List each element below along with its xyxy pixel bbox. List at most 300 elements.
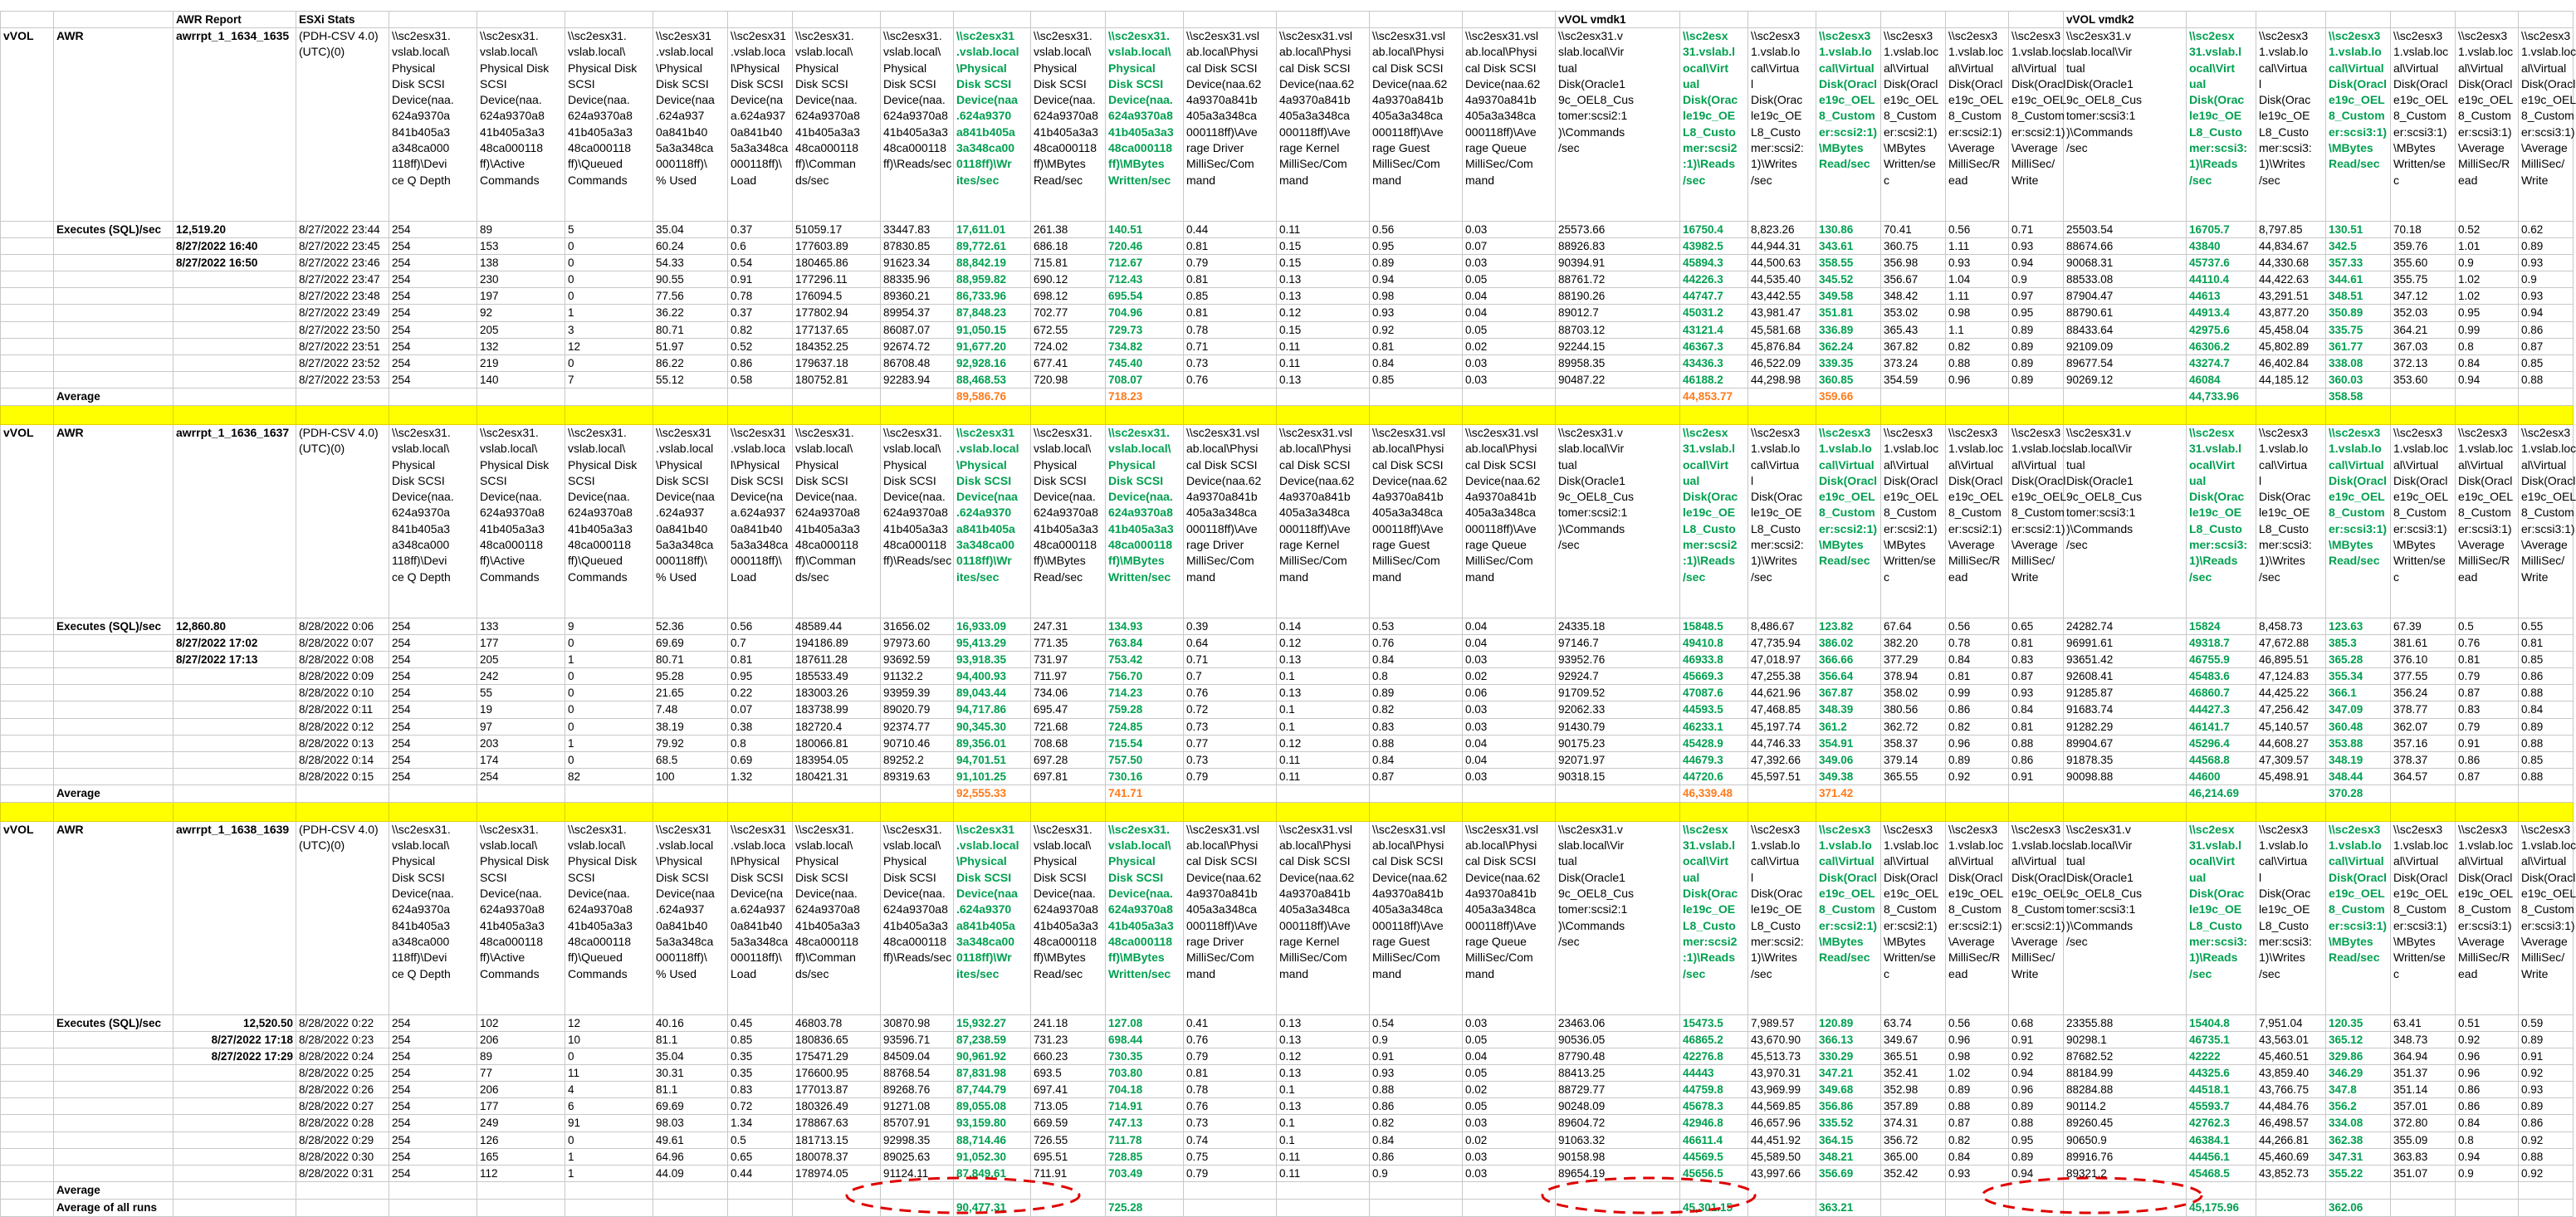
value-cell[interactable]: 0.5	[728, 1131, 793, 1148]
value-cell[interactable]: 254	[389, 1115, 477, 1131]
value-cell[interactable]: 88729.77	[1556, 1082, 1680, 1098]
value-cell[interactable]: 0.89	[1946, 1082, 2009, 1098]
value-cell[interactable]: 44,834.67	[2256, 238, 2326, 255]
value-cell[interactable]: 89252.2	[881, 751, 954, 768]
value-cell[interactable]: 0.13	[1277, 652, 1370, 668]
value-cell[interactable]: 677.41	[1031, 354, 1106, 371]
value-cell[interactable]: 46,402.84	[2256, 354, 2326, 371]
value-cell[interactable]: 356.69	[1816, 1165, 1881, 1181]
value-cell[interactable]: 88184.99	[2064, 1065, 2187, 1082]
value-cell[interactable]: 350.89	[2326, 305, 2391, 321]
value-cell[interactable]: 0	[565, 668, 653, 685]
value-cell[interactable]: 47,468.85	[1748, 701, 1816, 718]
value-cell[interactable]: 355.22	[2326, 1165, 2391, 1181]
value-cell[interactable]: 92608.41	[2064, 668, 2187, 685]
cell[interactable]	[1881, 1199, 1946, 1216]
average-value[interactable]: 371.42	[1816, 784, 1881, 802]
cell[interactable]	[1, 1048, 54, 1065]
value-cell[interactable]: 0.92	[1946, 768, 2009, 784]
value-cell[interactable]: 0.82	[1370, 1115, 1463, 1131]
value-cell[interactable]: 0.95	[1370, 238, 1463, 255]
value-cell[interactable]: 91271.08	[881, 1098, 954, 1115]
value-cell[interactable]: 724.02	[1031, 338, 1106, 354]
value-cell[interactable]: 713.05	[1031, 1098, 1106, 1115]
value-cell[interactable]: 361.2	[1816, 718, 1881, 735]
value-cell[interactable]: 45296.4	[2187, 735, 2256, 751]
cell[interactable]	[1680, 12, 1748, 28]
value-cell[interactable]: 355.09	[2391, 1131, 2456, 1148]
value-cell[interactable]: 8,797.85	[2256, 222, 2326, 238]
timestamp-cell[interactable]: 8/27/2022 23:52	[296, 354, 389, 371]
value-cell[interactable]: 254	[389, 768, 477, 784]
column-header[interactable]: \\sc2esx3 1.vslab.loc al\Virtual Disk(Oracl e19c_OEL 8_Custom er:scsi2:1) \Average MilliSec/ Write	[2009, 821, 2064, 1014]
value-cell[interactable]: 112	[477, 1165, 565, 1181]
value-cell[interactable]: 40.16	[653, 1014, 728, 1031]
value-cell[interactable]: 42762.3	[2187, 1115, 2256, 1131]
value-cell[interactable]: 43,859.40	[2256, 1065, 2326, 1082]
value-cell[interactable]: 43,291.51	[2256, 288, 2326, 305]
column-header[interactable]: \\sc2esx31.v slab.local\Vir tual Disk(Oracle1 9c_OEL8_Cus tomer:scsi3:1 )\Commands /sec	[2064, 424, 2187, 618]
value-cell[interactable]: 360.48	[2326, 718, 2391, 735]
value-cell[interactable]: 0.03	[1463, 768, 1556, 784]
value-cell[interactable]: 0.69	[728, 751, 793, 768]
value-cell[interactable]: 254	[389, 271, 477, 288]
value-cell[interactable]: 68.5	[653, 751, 728, 768]
cell[interactable]	[1031, 1181, 1106, 1199]
average-value[interactable]	[1106, 1181, 1184, 1199]
separator-cell[interactable]	[653, 405, 728, 424]
separator-cell[interactable]	[1556, 405, 1680, 424]
value-cell[interactable]: 90068.31	[2064, 255, 2187, 271]
value-cell[interactable]: 35.04	[653, 222, 728, 238]
value-cell[interactable]: 0.05	[1463, 271, 1556, 288]
cell[interactable]	[54, 1098, 174, 1115]
value-cell[interactable]: 372.13	[2391, 354, 2456, 371]
value-cell[interactable]: 712.67	[1106, 255, 1184, 271]
separator-cell[interactable]	[2456, 802, 2519, 821]
value-cell[interactable]: 347.09	[2326, 701, 2391, 718]
cell[interactable]	[1946, 784, 2009, 802]
value-cell[interactable]: 0.96	[1946, 735, 2009, 751]
value-cell[interactable]: 0.86	[2009, 751, 2064, 768]
value-cell[interactable]: 254	[389, 1165, 477, 1181]
column-header[interactable]: \\sc2esx3 1.vslab.lo cal\Virtua l Disk(Orac le19c_OE L8_Custo mer:scsi2: 1)\Writes /sec	[1748, 821, 1816, 1014]
value-cell[interactable]: 0.98	[1370, 288, 1463, 305]
average-value[interactable]: 718.23	[1106, 388, 1184, 405]
value-cell[interactable]: 254	[389, 338, 477, 354]
cell[interactable]	[1031, 784, 1106, 802]
column-header[interactable]: \\sc2esx3 1.vslab.lo cal\Virtual Disk(Oracl e19c_OEL 8_Custom er:scsi3:1) \MBytes Read/sec	[2326, 821, 2391, 1014]
value-cell[interactable]: 88433.64	[2064, 321, 2187, 338]
value-cell[interactable]: 334.08	[2326, 1115, 2391, 1131]
value-cell[interactable]: 0.85	[1184, 288, 1277, 305]
value-cell[interactable]: 0.13	[1277, 271, 1370, 288]
value-cell[interactable]: 0.86	[2519, 668, 2574, 685]
value-cell[interactable]: 0.95	[2009, 305, 2064, 321]
value-cell[interactable]: 0.79	[2456, 718, 2519, 735]
value-cell[interactable]: 44720.6	[1680, 768, 1748, 784]
side-label[interactable]	[54, 1031, 174, 1048]
value-cell[interactable]: 0.73	[1184, 1115, 1277, 1131]
value-cell[interactable]: 0	[565, 238, 653, 255]
value-cell[interactable]: 711.91	[1031, 1165, 1106, 1181]
value-cell[interactable]: 177	[477, 1098, 565, 1115]
value-cell[interactable]: 360.85	[1816, 371, 1881, 388]
separator-cell[interactable]	[1106, 802, 1184, 821]
value-cell[interactable]: 44110.4	[2187, 271, 2256, 288]
column-header[interactable]: \\sc2esx31. vslab.local\ Physical Disk SCSI Device(naa. 624a9370a8 41b405a3a3 48ca000118 ff)\MBytes Read/sec	[1031, 821, 1106, 1014]
value-cell[interactable]: 44,422.63	[2256, 271, 2326, 288]
cell[interactable]	[1, 1031, 54, 1048]
value-cell[interactable]: 0.88	[1946, 1098, 2009, 1115]
cell[interactable]	[1748, 388, 1816, 405]
value-cell[interactable]: 0.86	[1370, 1098, 1463, 1115]
separator-cell[interactable]	[1881, 802, 1946, 821]
cell[interactable]	[1463, 1181, 1556, 1199]
value-cell[interactable]: 43,563.01	[2256, 1031, 2326, 1048]
value-cell[interactable]: 0.04	[1463, 288, 1556, 305]
value-cell[interactable]: 0.89	[2519, 718, 2574, 735]
separator-cell[interactable]	[2326, 405, 2391, 424]
value-cell[interactable]: 1.1	[1946, 321, 2009, 338]
separator-cell[interactable]	[2519, 405, 2574, 424]
cell[interactable]	[1, 751, 54, 768]
value-cell[interactable]: 360.03	[2326, 371, 2391, 388]
cell[interactable]	[2519, 388, 2574, 405]
cell[interactable]	[2456, 1199, 2519, 1216]
cell[interactable]	[1748, 1181, 1816, 1199]
value-cell[interactable]: 88790.61	[2064, 305, 2187, 321]
value-cell[interactable]: 206	[477, 1082, 565, 1098]
value-cell[interactable]: 89268.76	[881, 1082, 954, 1098]
cell[interactable]	[174, 321, 296, 338]
value-cell[interactable]: 0.88	[1370, 1082, 1463, 1098]
column-header[interactable]: \\sc2esx 31.vslab.l ocal\Virt ual Disk(Orac le19c_OE L8_Custo mer:scsi3: 1)\Reads /sec	[2187, 424, 2256, 618]
timestamp-cell[interactable]: 8/27/2022 23:51	[296, 338, 389, 354]
value-cell[interactable]: 180066.81	[793, 735, 881, 751]
value-cell[interactable]: 45428.9	[1680, 735, 1748, 751]
value-cell[interactable]: 102	[477, 1014, 565, 1031]
value-cell[interactable]: 43121.4	[1680, 321, 1748, 338]
value-cell[interactable]: 356.24	[2391, 685, 2456, 701]
value-cell[interactable]: 187611.28	[793, 652, 881, 668]
value-cell[interactable]: 0.8	[1370, 668, 1463, 685]
timestamp-cell[interactable]: 8/27/2022 23:44	[296, 222, 389, 238]
value-cell[interactable]: 63.41	[2391, 1014, 2456, 1031]
value-cell[interactable]: 359.76	[2391, 238, 2456, 255]
value-cell[interactable]: 0.87	[2456, 768, 2519, 784]
cell[interactable]	[1, 768, 54, 784]
value-cell[interactable]: 87904.47	[2064, 288, 2187, 305]
value-cell[interactable]: 708.07	[1106, 371, 1184, 388]
pdh-format[interactable]: (PDH-CSV 4.0) (UTC)(0)	[296, 424, 389, 618]
cell[interactable]	[54, 701, 174, 718]
value-cell[interactable]: 43982.5	[1680, 238, 1748, 255]
awr-report-title[interactable]: AWR Report	[174, 12, 296, 28]
value-cell[interactable]: 183003.26	[793, 685, 881, 701]
column-header[interactable]: \\sc2esx31. vslab.local\ Physical Disk SCSI Device(naa. 624a9370a8 41b405a3a3 48ca000118 ff)\Reads/sec	[881, 424, 954, 618]
value-cell[interactable]: 254	[389, 701, 477, 718]
value-cell[interactable]: 0.76	[2456, 635, 2519, 652]
value-cell[interactable]: 0.03	[1463, 1148, 1556, 1165]
value-cell[interactable]: 0.9	[1370, 1031, 1463, 1048]
value-cell[interactable]: 88761.72	[1556, 271, 1680, 288]
value-cell[interactable]: 254	[389, 371, 477, 388]
value-cell[interactable]: 771.35	[1031, 635, 1106, 652]
value-cell[interactable]: 0.11	[1277, 338, 1370, 354]
value-cell[interactable]: 88413.25	[1556, 1065, 1680, 1082]
vvol-vmdk1-title[interactable]: vVOL vmdk1	[1556, 12, 1680, 28]
cell[interactable]	[653, 1181, 728, 1199]
cell[interactable]	[1, 735, 54, 751]
value-cell[interactable]: 353.60	[2391, 371, 2456, 388]
value-cell[interactable]: 44613	[2187, 288, 2256, 305]
column-header[interactable]: \\sc2esx3 1.vslab.lo cal\Virtua l Disk(Orac le19c_OE L8_Custo mer:scsi2: 1)\Writes /sec	[1748, 424, 1816, 618]
separator-cell[interactable]	[653, 802, 728, 821]
value-cell[interactable]: 377.29	[1881, 652, 1946, 668]
cell[interactable]	[2391, 1181, 2456, 1199]
value-cell[interactable]: 89954.37	[881, 305, 954, 321]
cell[interactable]	[174, 735, 296, 751]
value-cell[interactable]: 714.23	[1106, 685, 1184, 701]
value-cell[interactable]: 0.98	[1946, 1048, 2009, 1065]
value-cell[interactable]: 91,052.30	[954, 1148, 1031, 1165]
cell[interactable]	[389, 1199, 477, 1216]
value-cell[interactable]: 0	[565, 271, 653, 288]
value-cell[interactable]: 174	[477, 751, 565, 768]
cell[interactable]	[1881, 784, 1946, 802]
cell[interactable]	[174, 354, 296, 371]
separator-cell[interactable]	[296, 802, 389, 821]
value-cell[interactable]: 731.23	[1031, 1031, 1106, 1048]
value-cell[interactable]: 0.81	[1184, 1065, 1277, 1082]
value-cell[interactable]: 89677.54	[2064, 354, 2187, 371]
cell[interactable]	[1184, 1181, 1277, 1199]
timestamp-cell[interactable]: 8/28/2022 0:09	[296, 668, 389, 685]
value-cell[interactable]: 0.03	[1463, 255, 1556, 271]
timestamp-cell[interactable]: 8/27/2022 23:45	[296, 238, 389, 255]
timestamp-cell[interactable]: 8/28/2022 0:13	[296, 735, 389, 751]
separator-cell[interactable]	[2519, 802, 2574, 821]
cell[interactable]	[1946, 12, 2009, 28]
separator-cell[interactable]	[1816, 802, 1881, 821]
value-cell[interactable]: 0.96	[2456, 1065, 2519, 1082]
value-cell[interactable]: 355.34	[2326, 668, 2391, 685]
value-cell[interactable]: 763.84	[1106, 635, 1184, 652]
value-cell[interactable]: 86087.07	[881, 321, 954, 338]
value-cell[interactable]: 0.02	[1463, 668, 1556, 685]
cell[interactable]	[2009, 1199, 2064, 1216]
separator-cell[interactable]	[2064, 405, 2187, 424]
column-header[interactable]: \\sc2esx31. vslab.local\ Physical Disk SCSI Device(naa. 624a9370a8 41b405a3a3 48ca000118 ff)\Active Commands	[477, 821, 565, 1014]
cell[interactable]	[1277, 1199, 1370, 1216]
column-header[interactable]: \\sc2esx31 .vslab.loca l\Physical Disk SCSI Device(na a.624a937 0a841b40 5a3a348ca 000118ff)\ Load	[728, 821, 793, 1014]
value-cell[interactable]: 365.12	[2326, 1031, 2391, 1048]
column-header[interactable]: \\sc2esx31. vslab.local\ Physical Disk SCSI Device(naa. 624a9370a 841b405a3 a348ca000 118ff)\Devi ce Q Depth	[389, 424, 477, 618]
value-cell[interactable]: 0.04	[1463, 305, 1556, 321]
value-cell[interactable]: 0.1	[1277, 1082, 1370, 1098]
value-cell[interactable]: 43,442.55	[1748, 288, 1816, 305]
value-cell[interactable]: 133	[477, 618, 565, 634]
value-cell[interactable]: 249	[477, 1115, 565, 1131]
timestamp-cell[interactable]: 8/27/2022 23:47	[296, 271, 389, 288]
cell[interactable]	[2064, 1181, 2187, 1199]
value-cell[interactable]: 0.86	[1946, 701, 2009, 718]
timestamp-cell[interactable]: 8/28/2022 0:22	[296, 1014, 389, 1031]
column-header[interactable]: \\sc2esx3 1.vslab.loc al\Virtual Disk(Oracl e19c_OEL 8_Custom er:scsi2:1) \MBytes Written/se c	[1881, 424, 1946, 618]
column-header[interactable]: \\sc2esx31. vslab.local\ Physical Disk SCSI Device(naa. 624a9370a 841b405a3 a348ca000 118ff)\Devi ce Q Depth	[389, 28, 477, 222]
value-cell[interactable]: 203	[477, 735, 565, 751]
value-cell[interactable]: 44,944.31	[1748, 238, 1816, 255]
value-cell[interactable]: 42975.6	[2187, 321, 2256, 338]
value-cell[interactable]: 697.28	[1031, 751, 1106, 768]
value-cell[interactable]: 88,842.19	[954, 255, 1031, 271]
value-cell[interactable]: 261.38	[1031, 222, 1106, 238]
value-cell[interactable]: 44600	[2187, 768, 2256, 784]
value-cell[interactable]: 724.85	[1106, 718, 1184, 735]
value-cell[interactable]: 372.80	[2391, 1115, 2456, 1131]
value-cell[interactable]: 0.84	[1946, 652, 2009, 668]
value-cell[interactable]: 88768.54	[881, 1065, 954, 1082]
value-cell[interactable]: 100	[653, 768, 728, 784]
cell[interactable]	[1946, 388, 2009, 405]
value-cell[interactable]: 44.09	[653, 1165, 728, 1181]
separator-cell[interactable]	[54, 802, 174, 821]
value-cell[interactable]: 0.84	[2456, 1115, 2519, 1131]
value-cell[interactable]: 0.83	[1370, 718, 1463, 735]
value-cell[interactable]: 0.15	[1277, 255, 1370, 271]
value-cell[interactable]: 0.1	[1277, 1131, 1370, 1148]
value-cell[interactable]: 46367.3	[1680, 338, 1748, 354]
value-cell[interactable]: 242	[477, 668, 565, 685]
value-cell[interactable]: 730.35	[1106, 1048, 1184, 1065]
value-cell[interactable]: 87,849.61	[954, 1165, 1031, 1181]
column-header[interactable]: \\sc2esx31. vslab.local\ Physical Disk SCSI Device(naa. 624a9370a8 41b405a3a3 48ca000118 ff)\Queued Commands	[565, 424, 653, 618]
value-cell[interactable]: 0.72	[1184, 701, 1277, 718]
value-cell[interactable]: 182720.4	[793, 718, 881, 735]
value-cell[interactable]: 54.33	[653, 255, 728, 271]
cell[interactable]	[728, 388, 793, 405]
value-cell[interactable]: 329.86	[2326, 1048, 2391, 1065]
cell[interactable]	[174, 288, 296, 305]
cell[interactable]	[1946, 1181, 2009, 1199]
cell[interactable]	[1463, 1199, 1556, 1216]
value-cell[interactable]: 0.88	[2519, 1148, 2574, 1165]
value-cell[interactable]: 366.66	[1816, 652, 1881, 668]
value-cell[interactable]: 60.24	[653, 238, 728, 255]
value-cell[interactable]: 47,256.42	[2256, 701, 2326, 718]
value-cell[interactable]: 46,657.96	[1748, 1115, 1816, 1131]
value-cell[interactable]: 0.92	[2519, 1131, 2574, 1148]
value-cell[interactable]: 0.82	[1946, 338, 2009, 354]
value-cell[interactable]: 0.9	[2456, 255, 2519, 271]
column-header[interactable]: \\sc2esx3 1.vslab.loc al\Virtual Disk(Oracl e19c_OEL 8_Custom er:scsi2:1) \Average MilliSec/R ead	[1946, 28, 2009, 222]
value-cell[interactable]: 366.1	[2326, 685, 2391, 701]
separator-cell[interactable]	[881, 405, 954, 424]
cell[interactable]	[1556, 784, 1680, 802]
value-cell[interactable]: 0.84	[1370, 751, 1463, 768]
value-cell[interactable]: 0.81	[2519, 635, 2574, 652]
value-cell[interactable]: 5	[565, 222, 653, 238]
value-cell[interactable]: 120.89	[1816, 1014, 1881, 1031]
value-cell[interactable]: 0.44	[728, 1165, 793, 1181]
value-cell[interactable]: 0.82	[728, 321, 793, 338]
column-header[interactable]: \\sc2esx3 1.vslab.loc al\Virtual Disk(Oracl e19c_OEL 8_Custom er:scsi2:1) \Average MilliSec/ Write	[2009, 424, 2064, 618]
separator-cell[interactable]	[1031, 405, 1106, 424]
value-cell[interactable]: 0.84	[1370, 1131, 1463, 1148]
value-cell[interactable]: 47,735.94	[1748, 635, 1816, 652]
column-header[interactable]: \\sc2esx3 1.vslab.lo cal\Virtual Disk(Oracl e19c_OEL 8_Custom er:scsi2:1) \MBytes Read/sec	[1816, 28, 1881, 222]
cell[interactable]	[1556, 1199, 1680, 1216]
cell[interactable]	[1, 784, 54, 802]
separator-cell[interactable]	[1556, 802, 1680, 821]
overall-average-value[interactable]: 45,175.96	[2187, 1199, 2256, 1216]
column-header[interactable]: \\sc2esx31.v slab.local\Vir tual Disk(Oracle1 9c_OEL8_Cus tomer:scsi2:1 )\Commands /sec	[1556, 821, 1680, 1014]
value-cell[interactable]: 0.12	[1277, 735, 1370, 751]
cell[interactable]	[881, 1181, 954, 1199]
value-cell[interactable]: 0.02	[1463, 338, 1556, 354]
value-cell[interactable]: 1.01	[2456, 238, 2519, 255]
column-header[interactable]: \\sc2esx3 1.vslab.loc al\Virtual Disk(Oracl e19c_OEL 8_Custom er:scsi3:1) \MBytes Written/se c	[2391, 424, 2456, 618]
cell[interactable]	[1, 1148, 54, 1165]
value-cell[interactable]: 63.74	[1881, 1014, 1946, 1031]
value-cell[interactable]: 51.97	[653, 338, 728, 354]
cell[interactable]	[1, 618, 54, 634]
value-cell[interactable]: 44759.8	[1680, 1082, 1748, 1098]
cell[interactable]	[174, 768, 296, 784]
value-cell[interactable]: 12	[565, 1014, 653, 1031]
value-cell[interactable]: 254	[389, 305, 477, 321]
value-cell[interactable]: 9	[565, 618, 653, 634]
column-header[interactable]: \\sc2esx31 .vslab.loca l\Physical Disk SCSI Device(na a.624a937 0a841b40 5a3a348ca 000118ff)\ Load	[728, 424, 793, 618]
cell[interactable]	[2009, 1181, 2064, 1199]
value-cell[interactable]: 338.08	[2326, 354, 2391, 371]
value-cell[interactable]: 0.9	[2456, 1165, 2519, 1181]
value-cell[interactable]: 711.78	[1106, 1131, 1184, 1148]
value-cell[interactable]: 0.03	[1463, 1165, 1556, 1181]
cell[interactable]	[1, 718, 54, 735]
value-cell[interactable]: 0.85	[2519, 652, 2574, 668]
value-cell[interactable]: 49410.8	[1680, 635, 1748, 652]
separator-cell[interactable]	[1370, 802, 1463, 821]
value-cell[interactable]: 0.94	[2456, 1148, 2519, 1165]
value-cell[interactable]: 17,611.01	[954, 222, 1031, 238]
value-cell[interactable]: 0.84	[2009, 701, 2064, 718]
value-cell[interactable]: 0.06	[1463, 685, 1556, 701]
value-cell[interactable]: 79.92	[653, 735, 728, 751]
value-cell[interactable]: 356.98	[1881, 255, 1946, 271]
value-cell[interactable]: 0.07	[1463, 238, 1556, 255]
cell[interactable]	[54, 1115, 174, 1131]
cell[interactable]	[477, 1181, 565, 1199]
average-value[interactable]	[2187, 1181, 2256, 1199]
value-cell[interactable]: 0.87	[2456, 685, 2519, 701]
value-cell[interactable]: 88,468.53	[954, 371, 1031, 388]
value-cell[interactable]: 86708.48	[881, 354, 954, 371]
cell[interactable]	[1, 305, 54, 321]
value-cell[interactable]: 1	[565, 1148, 653, 1165]
column-header[interactable]: \\sc2esx3 1.vslab.loc al\Virtual Disk(Oracl e19c_OEL 8_Custom er:scsi2:1) \Average MilliSec/R ead	[1946, 821, 2009, 1014]
value-cell[interactable]: 46,895.51	[2256, 652, 2326, 668]
value-cell[interactable]: 254	[389, 1065, 477, 1082]
column-header[interactable]: \\sc2esx31. vslab.local\ Physical Disk SCSI Device(naa. 624a9370a8 41b405a3a3 48ca000118 ff)\Comman ds/sec	[793, 28, 881, 222]
value-cell[interactable]: 89,772.61	[954, 238, 1031, 255]
separator-cell[interactable]	[1, 405, 54, 424]
value-cell[interactable]: 87,848.23	[954, 305, 1031, 321]
value-cell[interactable]: 47,124.83	[2256, 668, 2326, 685]
value-cell[interactable]: 0.1	[1277, 718, 1370, 735]
column-header[interactable]: \\sc2esx3 1.vslab.loc al\Virtual Disk(Oracl e19c_OEL 8_Custom er:scsi3:1) \MBytes Written/se c	[2391, 28, 2456, 222]
